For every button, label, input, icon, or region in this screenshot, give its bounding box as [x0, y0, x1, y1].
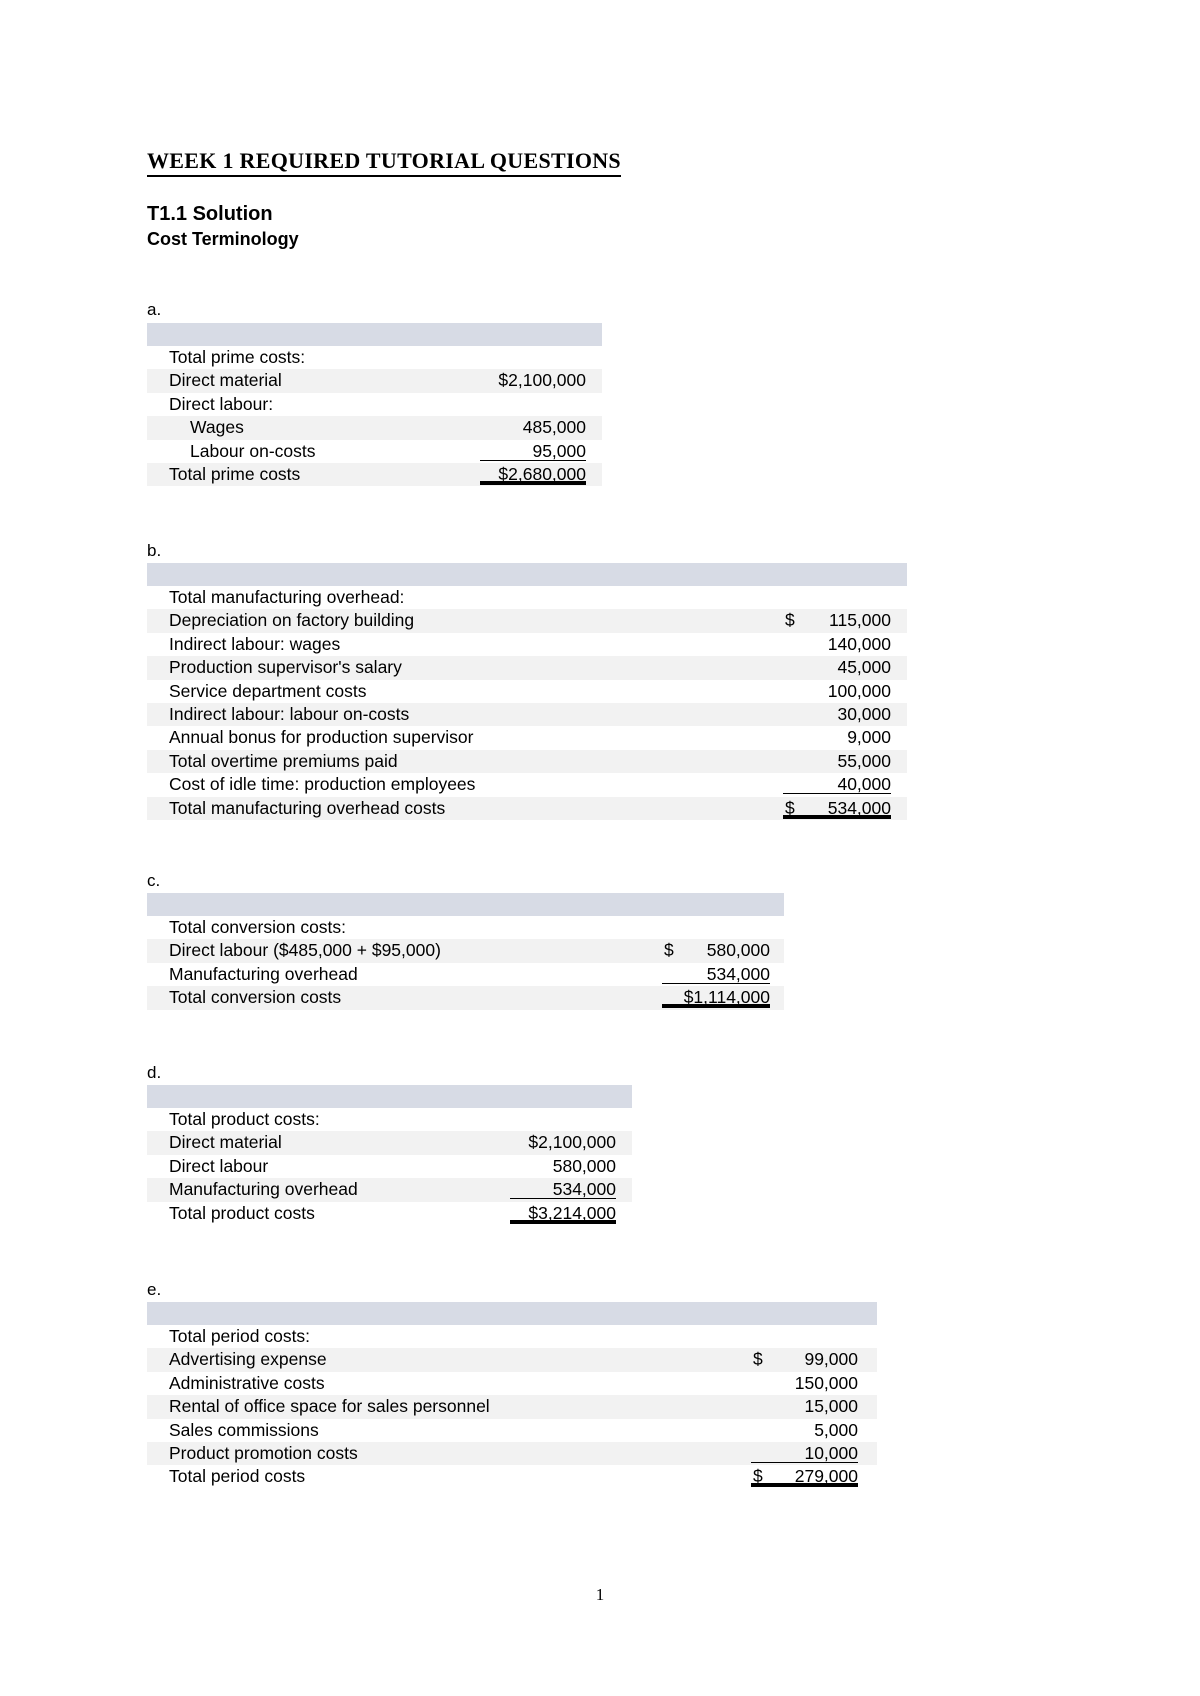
table-row — [147, 463, 602, 486]
table-row — [147, 1155, 632, 1178]
table-row — [147, 1202, 632, 1225]
table-row — [147, 633, 907, 656]
amount-value: 99,000 — [804, 1349, 858, 1370]
currency-symbol: $ — [785, 797, 795, 818]
row-amount: 534,000 — [510, 1178, 616, 1199]
row-amount: $2,100,000 — [528, 1132, 616, 1153]
table-row — [147, 1465, 877, 1488]
row-label: Direct material — [169, 1132, 282, 1153]
table-row — [147, 703, 907, 726]
row-label: Total prime costs — [169, 463, 301, 484]
currency-symbol: $ — [753, 1466, 763, 1487]
row-amount: 15,000 — [804, 1396, 858, 1417]
row-label: Total period costs — [169, 1466, 306, 1487]
table-row — [147, 1108, 632, 1131]
section-a-label: a. — [147, 300, 162, 319]
row-label: Total prime costs: — [169, 347, 306, 367]
table-row — [147, 939, 784, 962]
row-label: Product promotion costs — [169, 1442, 358, 1463]
row-label: Manufacturing overhead — [169, 1179, 358, 1200]
row-amount: 580,000 — [552, 1155, 616, 1176]
row-amount — [751, 1348, 858, 1369]
row-amount: 534,000 — [662, 963, 770, 984]
row-amount: 100,000 — [827, 680, 891, 701]
row-amount — [783, 609, 891, 630]
row-label: Direct material — [169, 370, 282, 391]
row-label: Direct labour — [169, 1155, 269, 1176]
table-row — [147, 963, 784, 986]
row-label: Total product costs: — [169, 1109, 320, 1129]
table-row — [147, 1178, 632, 1201]
section-a-table — [147, 323, 602, 486]
section-c-table — [147, 893, 784, 1010]
row-label: Indirect labour: labour on-costs — [169, 703, 410, 724]
table-row — [147, 916, 784, 939]
table-header-band — [147, 1302, 877, 1325]
table-header-band — [147, 563, 907, 586]
section-e-table — [147, 1302, 877, 1489]
row-label: Total manufacturing overhead costs — [169, 797, 446, 818]
section-b-table — [147, 563, 907, 820]
table-row — [147, 750, 907, 773]
table-header-band — [147, 893, 784, 916]
row-amount: 30,000 — [837, 703, 891, 724]
row-label: Total manufacturing overhead: — [169, 587, 405, 607]
amount-value: 279,000 — [794, 1466, 858, 1487]
row-label: Manufacturing overhead — [169, 963, 358, 984]
row-label: Total conversion costs — [169, 987, 342, 1008]
row-label: Cost of idle time: production employees — [169, 774, 476, 795]
row-label: Total conversion costs: — [169, 917, 347, 937]
row-label: Total product costs — [169, 1202, 315, 1223]
section-d-label: d. — [147, 1063, 162, 1082]
table-header-band — [147, 1085, 632, 1108]
row-amount: $2,100,000 — [498, 370, 586, 391]
section-b-label: b. — [147, 541, 162, 560]
table-row — [147, 1395, 877, 1418]
row-amount: 485,000 — [522, 417, 586, 438]
row-total-amount: $1,114,000 — [662, 986, 770, 1008]
table-row — [147, 440, 602, 463]
row-label: Advertising expense — [169, 1349, 327, 1370]
table-row — [147, 1348, 877, 1371]
table-row — [147, 1325, 877, 1348]
section-d-table — [147, 1085, 632, 1225]
row-total-amount — [751, 1465, 858, 1487]
section-c-label: c. — [147, 871, 161, 890]
amount-value: 115,000 — [829, 610, 891, 631]
table-row — [147, 1442, 877, 1465]
row-amount: 45,000 — [837, 657, 891, 678]
row-label: Annual bonus for production supervisor — [169, 727, 474, 748]
table-row — [147, 416, 602, 439]
row-total-amount — [783, 797, 891, 819]
row-label: Direct labour: — [169, 393, 274, 414]
row-label: Administrative costs — [169, 1372, 325, 1393]
row-total-amount: $2,680,000 — [480, 463, 586, 485]
table-row — [147, 1372, 877, 1395]
row-label: Rental of office space for sales personnel — [169, 1396, 490, 1417]
page-title: WEEK 1 REQUIRED TUTORIAL QUESTIONS — [147, 148, 621, 177]
amount-value: 534,000 — [827, 797, 891, 818]
solution-subtitle: Cost Terminology — [147, 229, 299, 249]
currency-symbol: $ — [785, 610, 795, 631]
table-header-band — [147, 323, 602, 346]
row-label: Total period costs: — [169, 1326, 311, 1346]
row-label: Wages — [190, 417, 244, 438]
row-amount: 40,000 — [783, 773, 891, 794]
row-label: Direct labour ($485,000 + $95,000) — [169, 940, 441, 961]
row-amount: 150,000 — [794, 1372, 858, 1393]
row-label: Total overtime premiums paid — [169, 750, 398, 771]
row-label: Labour on-costs — [190, 440, 316, 461]
row-label: Sales commissions — [169, 1419, 319, 1440]
table-row — [147, 726, 907, 749]
row-amount: 10,000 — [751, 1442, 858, 1463]
row-amount: 9,000 — [847, 727, 891, 748]
row-amount: 140,000 — [827, 633, 891, 654]
table-row — [147, 986, 784, 1009]
row-label: Service department costs — [169, 680, 367, 701]
row-label: Production supervisor's salary — [169, 657, 402, 678]
row-amount: 95,000 — [480, 440, 586, 461]
amount-value: 580,000 — [706, 940, 770, 961]
section-e-label: e. — [147, 1280, 162, 1299]
row-total-amount: $3,214,000 — [510, 1202, 616, 1224]
currency-symbol: $ — [664, 940, 674, 961]
row-amount — [662, 939, 770, 960]
page-number: 1 — [595, 1585, 605, 1604]
table-row — [147, 586, 907, 609]
table-row — [147, 773, 907, 796]
currency-symbol: $ — [753, 1349, 763, 1370]
table-row — [147, 797, 907, 820]
table-row — [147, 369, 602, 392]
table-row — [147, 346, 602, 369]
table-row — [147, 1131, 632, 1154]
table-row — [147, 656, 907, 679]
table-row — [147, 680, 907, 703]
solution-title: T1.1 Solution — [147, 203, 273, 225]
table-row — [147, 609, 907, 632]
table-row — [147, 1419, 877, 1442]
row-amount: 5,000 — [814, 1419, 858, 1440]
row-amount: 55,000 — [837, 750, 891, 771]
row-label: Depreciation on factory building — [169, 610, 415, 631]
row-label: Indirect labour: wages — [169, 633, 341, 654]
table-row — [147, 393, 602, 416]
